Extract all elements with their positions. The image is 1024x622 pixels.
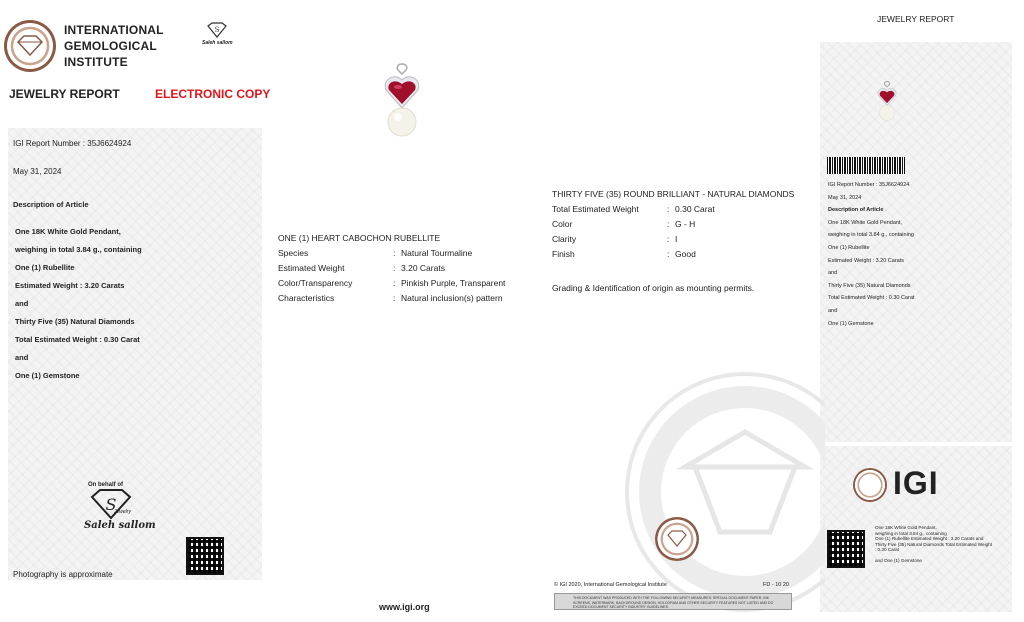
card-back-line: One 18K White Gold Pendant, bbox=[875, 525, 937, 530]
website-link[interactable]: www.igi.org bbox=[379, 602, 430, 612]
detail-value: 3.20 Carats bbox=[401, 263, 445, 273]
card-igi-seal bbox=[853, 468, 887, 502]
description-line: Thirty Five (35) Natural Diamonds bbox=[15, 317, 135, 326]
seller-logo-signature: Saleh sallom bbox=[202, 40, 233, 46]
detail-row: Total Estimated Weight : 0.30 Carat bbox=[552, 202, 715, 217]
detail-label: Finish bbox=[552, 249, 575, 259]
description-line: weighing in total 3.84 g., containing bbox=[15, 245, 142, 254]
detail-value: G - H bbox=[675, 219, 696, 229]
detail-value: I bbox=[675, 234, 678, 244]
card-back-line: and One (1) Gemstone bbox=[875, 557, 922, 563]
card-back-line: Thirty Five (35) Natural Diamonds Total Estimated Weight bbox=[875, 541, 993, 547]
description-line: One (1) Gemstone bbox=[15, 371, 80, 380]
card-line: weighing in total 3.84 g., containing bbox=[828, 232, 914, 239]
description-line: Total Estimated Weight : 0.30 Carat bbox=[15, 335, 140, 344]
copyright: © IGI 2020, International Gemological Institute bbox=[554, 582, 667, 588]
svg-text:S: S bbox=[105, 495, 117, 514]
svg-text:S: S bbox=[214, 26, 220, 34]
detail-value: Natural inclusion(s) pattern bbox=[401, 293, 503, 303]
card-back-line: weighing in total 3.84 g., containing bbox=[875, 530, 947, 536]
pendant-image bbox=[378, 62, 426, 138]
seller-diamond-logo-icon bbox=[88, 488, 134, 520]
detail-value: 0.30 Carat bbox=[675, 204, 715, 214]
seller-signature: Saleh sallom bbox=[84, 520, 156, 531]
grading-note: Grading & Identification of origin as mounting permits. bbox=[552, 283, 755, 293]
card-line: One (1) Rubellite bbox=[828, 244, 870, 251]
seller-jewelry-label: Jewelry bbox=[114, 509, 131, 515]
card-back-line: : 0.30 Carat bbox=[875, 547, 900, 553]
form-code: FD - 10 20 bbox=[763, 582, 789, 588]
report-title: JEWELRY REPORT bbox=[9, 87, 120, 101]
rubellite-details bbox=[278, 246, 505, 306]
watermark-seal bbox=[625, 372, 825, 612]
detail-label: Species bbox=[278, 248, 309, 258]
detail-label: Color/Transparency bbox=[278, 278, 353, 288]
description-line: and bbox=[15, 299, 29, 308]
card-line: and bbox=[828, 307, 838, 314]
description-line: One (1) Rubellite bbox=[15, 263, 75, 272]
left-qr-code bbox=[186, 537, 224, 575]
org-name-line3: INSTITUTE bbox=[64, 55, 128, 69]
on-behalf-label: On behalf of bbox=[88, 482, 123, 488]
diamond-icon bbox=[16, 34, 44, 56]
org-name-line1: INTERNATIONAL bbox=[64, 23, 164, 37]
diamonds-heading: THIRTY FIVE (35) ROUND BRILLIANT - NATURAL DIAMONDS bbox=[552, 189, 795, 199]
seller-logo-icon bbox=[206, 22, 228, 38]
detail-row: Color/Transparency : Pinkish Purple, Transparent bbox=[278, 276, 505, 291]
detail-label: Clarity bbox=[552, 234, 577, 244]
description-title: Description of Article bbox=[13, 200, 89, 209]
detail-label: Characteristics bbox=[278, 293, 335, 303]
card-text bbox=[828, 179, 914, 330]
detail-label: Color bbox=[552, 219, 573, 229]
card-back-line: One (1) Rubellite Estimated Weight : 3.20 Carats and bbox=[875, 536, 984, 542]
description-line: Estimated Weight : 3.20 Carats bbox=[15, 281, 125, 290]
card-igi-logo-text: IGI bbox=[893, 465, 939, 501]
photography-note: Photography is approximate bbox=[13, 570, 113, 579]
rubellite-heading: ONE (1) HEART CABOCHON RUBELLITE bbox=[278, 233, 441, 243]
detail-value: Pinkish Purple, Transparent bbox=[401, 278, 506, 288]
card-date: May 31, 2024 bbox=[828, 194, 862, 201]
security-text: THIS DOCUMENT WAS PRODUCED WITH THE FOLLOWING SECURITY MEASURES: SPECIAL DOCUMENT PAPER, INK SCREENS, WATERMARK, BACKGROUND DESIGN, HOLOGRAM AND OTHER SECURITY FEATURES NOT LISTED AND DO EXCEED DOCUMENT SECURITY INDUSTRY GUIDELINES. bbox=[573, 596, 774, 609]
report-date: May 31, 2024 bbox=[13, 167, 62, 176]
detail-row: Clarity : I bbox=[552, 232, 715, 247]
card-line: Thirty Five (35) Natural Diamonds bbox=[828, 282, 911, 289]
electronic-copy-label: ELECTRONIC COPY bbox=[155, 87, 271, 101]
org-name bbox=[64, 22, 164, 70]
card-line: One 18K White Gold Pendant, bbox=[828, 219, 902, 226]
description-line: and bbox=[15, 353, 29, 362]
detail-row: Color : G - H bbox=[552, 217, 715, 232]
card-report-number: IGI Report Number : 35J6624924 bbox=[828, 182, 910, 188]
detail-label: Estimated Weight bbox=[278, 263, 345, 273]
card-pendant-image bbox=[874, 80, 900, 122]
card-line: and bbox=[828, 270, 838, 277]
description-line: One 18K White Gold Pendant, bbox=[15, 227, 121, 236]
detail-value: Natural Tourmaline bbox=[401, 248, 473, 258]
detail-row: Finish : Good bbox=[552, 247, 715, 262]
card-barcode bbox=[827, 157, 905, 174]
detail-row: Species : Natural Tourmaline bbox=[278, 246, 505, 261]
security-strip bbox=[554, 593, 792, 610]
card-line: One (1) Gemstone bbox=[828, 320, 874, 327]
detail-row: Characteristics : Natural inclusion(s) pattern bbox=[278, 291, 505, 306]
description-list bbox=[15, 227, 142, 389]
detail-label: Total Estimated Weight bbox=[552, 204, 639, 214]
small-seal-diamond-icon bbox=[666, 529, 688, 547]
card-line: Estimated Weight : 3.20 Carats bbox=[828, 257, 905, 264]
diamonds-details bbox=[552, 202, 715, 262]
top-right-report-title: JEWELRY REPORT bbox=[877, 14, 955, 24]
detail-value: Good bbox=[675, 249, 696, 259]
detail-row: Estimated Weight : 3.20 Carats bbox=[278, 261, 505, 276]
card-description-title: Description of Article bbox=[828, 207, 884, 214]
card-line: Total Estimated Weight : 0.30 Carat bbox=[828, 295, 915, 302]
report-number: IGI Report Number : 35J6624924 bbox=[13, 139, 132, 148]
card-qr-code bbox=[827, 530, 865, 568]
org-name-line2: GEMOLOGICAL bbox=[64, 39, 157, 53]
card-back-text bbox=[875, 525, 1009, 564]
